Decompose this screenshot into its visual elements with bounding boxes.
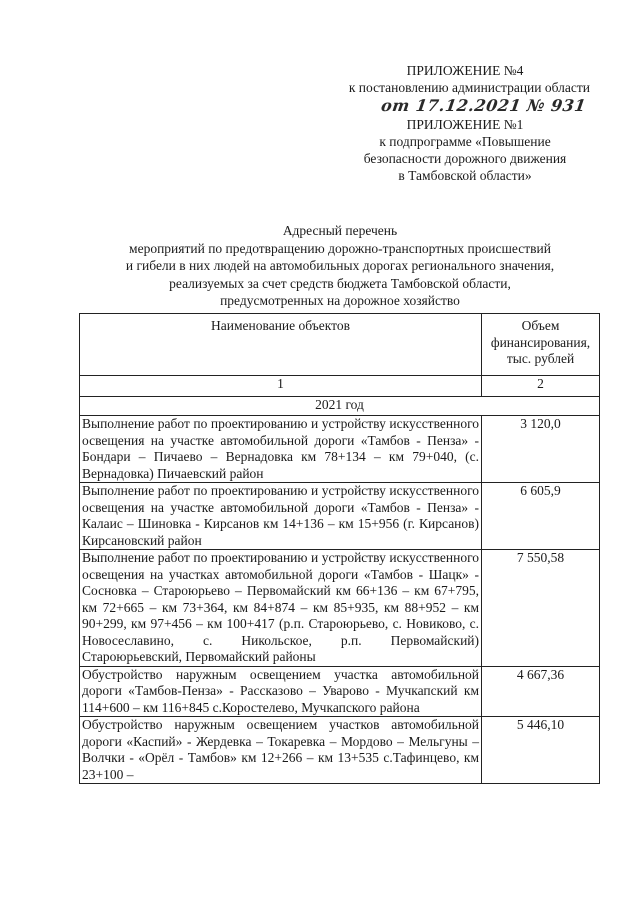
object-name: Выполнение работ по проектированию и устройству искусственного освещения на участке автомобильной дороги «Тамбов - Пенза» - Бондари – Пичаево – Вернадовка км 78+134 – км 79+040, (с. Вернадовка) Пичаевский район — [80, 416, 482, 483]
title-line-5: предусмотренных на дорожное хозяйство — [220, 293, 460, 308]
table-row — [80, 483, 600, 550]
title-line-2: мероприятий по предотвращению дорожно-транспортных происшествий — [129, 240, 551, 256]
column-number-row — [80, 376, 600, 397]
object-amount: 7 550,58 — [482, 550, 600, 667]
column-header-volume: Объем финансирования, тыс. рублей — [482, 314, 600, 376]
title-line-4: реализуемых за счет средств бюджета Тамбовской области, — [169, 275, 511, 291]
column-number-2: 2 — [482, 376, 600, 397]
year-row — [80, 397, 600, 416]
subprogram-region: в Тамбовской области» — [398, 168, 532, 183]
object-name: Обустройство наружным освещением участков автомобильной дороги «Каспий» - Жердевка – Токаревка – Мордово – Мельгуны – Волчки - «Орёл - Тамбов» км 12+266 – км 13+535 с.Тафинцево, км 23+100 – — [80, 717, 482, 784]
object-name: Выполнение работ по проектированию и устройству искусственного освещения на участке автомобильной дороги «Тамбов - Пенза» - Калаис – Шиновка - Кирсанов км 14+136 – км 15+956 (г. Кирсанов) Кирсановский район — [80, 483, 482, 550]
table-row — [80, 666, 600, 717]
column-number-1: 1 — [80, 376, 482, 397]
object-amount: 3 120,0 — [482, 416, 600, 483]
document-title — [60, 222, 620, 310]
column-header-name: Наименование объектов — [80, 314, 482, 376]
table-row — [80, 717, 600, 784]
resolution-reference: к постановлению администрации области — [348, 80, 590, 95]
title-line-3: и гибели в них людей на автомобильных дорогах регионального значения, — [125, 258, 555, 273]
object-amount: 4 667,36 — [482, 666, 600, 717]
object-name: Обустройство наружным освещением участка автомобильной дороги «Тамбов-Пенза» - Рассказово – Уварово - Мучкапский км 114+600 – км 116+845 с.Коростелево, Мучкапского района — [80, 666, 482, 717]
object-name: Выполнение работ по проектированию и устройству искусственного освещения на участках автомобильной дороги «Тамбов - Шацк» - Сосновка – Староюрьево – Первомайский км 66+136 – км 67+795, км 72+665 – км 73+364, км 84+874 – км 85+935, км 88+952 – км 90+299, км 97+456 – км 100+417 (р.п. Староюрьево, с. Новиково, с. Новосеславино, с. Никольское, р.п. Первомайский) Староюрьевский, Первомайский районы — [80, 550, 482, 667]
year-label: 2021 год — [80, 397, 600, 416]
object-amount: 5 446,10 — [482, 717, 600, 784]
handwritten-date-number: от 17.12.2021 № 931 — [379, 96, 588, 115]
table-header-row — [80, 314, 600, 376]
object-amount: 6 605,9 — [482, 483, 600, 550]
table-row — [80, 416, 600, 483]
objects-table — [79, 313, 600, 784]
appendix-4-label: ПРИЛОЖЕНИЕ №4 — [406, 63, 524, 78]
appendix-1-label: ПРИЛОЖЕНИЕ №1 — [406, 117, 524, 132]
subprogram-reference: к подпрограмме «Повышение — [379, 134, 551, 149]
title-line-1: Адресный перечень — [282, 223, 398, 238]
table-row — [80, 550, 600, 667]
subprogram-safety: безопасности дорожного движения — [363, 151, 567, 166]
appendix-header — [300, 62, 590, 184]
